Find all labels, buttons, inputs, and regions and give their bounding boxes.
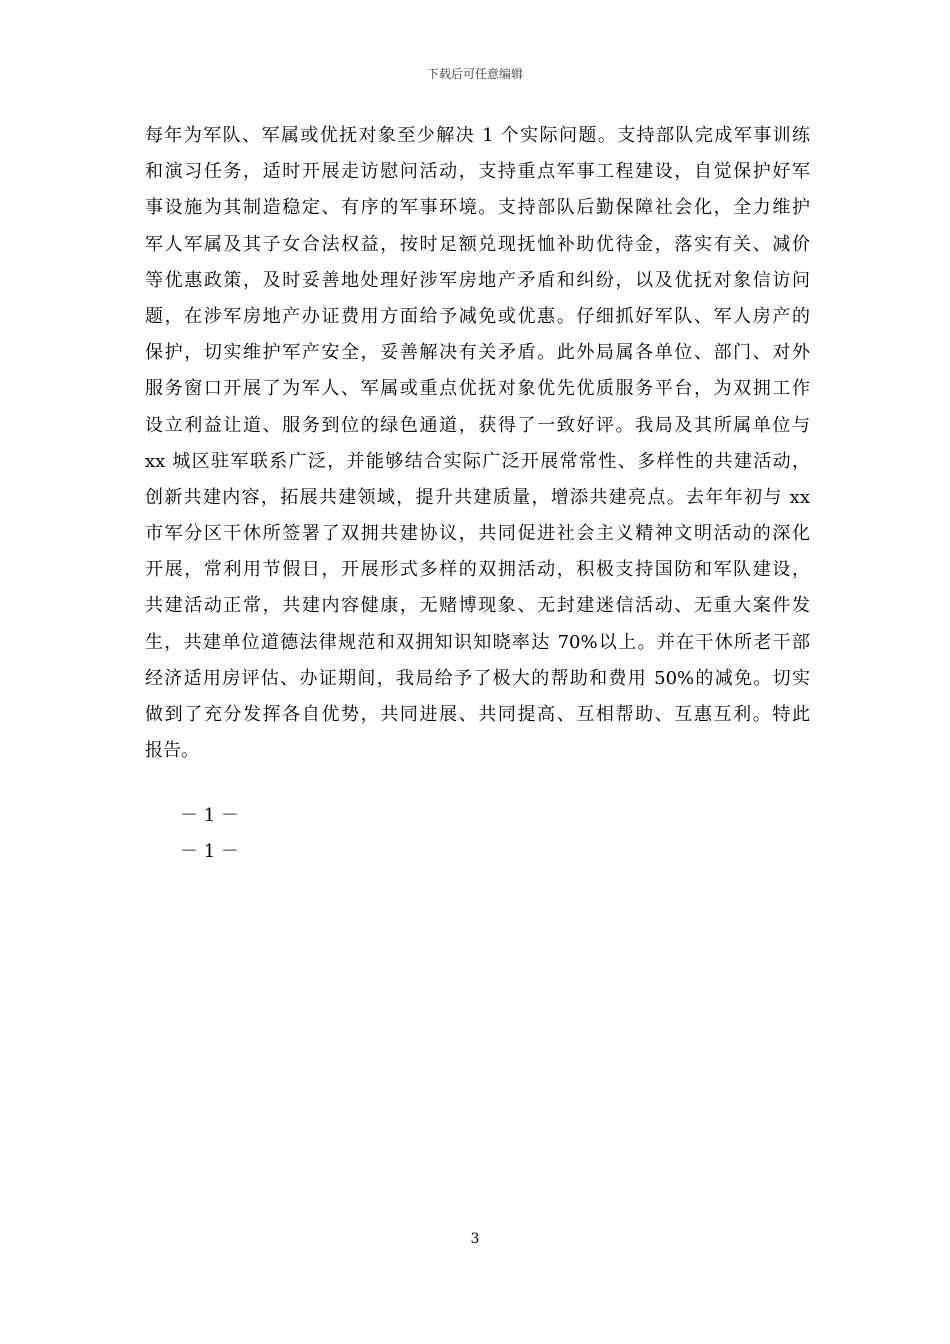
body-line: 军人军属及其子女合法权益，按时足额兑现抚恤补助优待金，落实有关、减价 xyxy=(145,233,810,255)
body-text xyxy=(145,118,810,769)
body-line: 经济适用房评估、办证期间，我局给予了极大的帮助和费用 50%的减免。切实 xyxy=(145,667,810,689)
body-line: 做到了充分发挥各自优势，共同进展、共同提高、互相帮助、互惠互利。特此 xyxy=(145,704,810,725)
page-header: 下载后可任意编辑 xyxy=(426,67,523,81)
body-line: 创新共建内容，拓展共建领域，提升共建质量，增添共建亮点。去年年初与 xx xyxy=(145,486,810,508)
body-line: 题，在涉军房地产办证费用方面给予减免或优惠。仔细抓好军队、军人房产的 xyxy=(145,305,810,327)
body-line: 生，共建单位道德法律规范和双拥知识知晓率达 70%以上。并在干休所老干部 xyxy=(145,631,810,653)
body-line: 服务窗口开展了为军人、军属或重点优抚对象优先优质服务平台，为双拥工作 xyxy=(145,378,810,400)
page-mark: － 1 － xyxy=(180,841,239,862)
body-line: 事设施为其制造稳定、有序的军事环境。支持部队后勤保障社会化，全力维护 xyxy=(145,197,810,219)
body-line: 共建活动正常，共建内容健康，无赌博现象、无封建迷信活动、无重大案件发 xyxy=(145,595,810,617)
body-line: 保护，切实维护军产安全，妥善解决有关矛盾。此外局属各单位、部门、对外 xyxy=(145,342,810,364)
page-mark: － 1 － xyxy=(180,805,239,826)
page-number: 3 xyxy=(470,1231,480,1247)
body-line: 开展，常利用节假日，开展形式多样的双拥活动，积极支持国防和军队建设， xyxy=(145,559,810,581)
body-line: xx 城区驻军联系广泛，并能够结合实际广泛开展常常性、多样性的共建活动， xyxy=(145,450,810,472)
body-line: 报告。 xyxy=(145,740,199,762)
body-line: 每年为军队、军属或优抚对象至少解决 1 个实际问题。支持部队完成军事训练 xyxy=(145,125,810,146)
body-line: 和演习任务，适时开展走访慰问活动，支持重点军事工程建设，自觉保护好军 xyxy=(145,161,810,183)
body-line: 市军分区干休所签署了双拥共建协议，共同促进社会主义精神文明活动的深化 xyxy=(145,523,810,545)
body-line: 设立利益让道、服务到位的绿色通道，获得了一致好评。我局及其所属单位与 xyxy=(145,414,810,436)
page-marks xyxy=(180,798,239,870)
body-line: 等优惠政策，及时妥善地处理好涉军房地产矛盾和纠纷，以及优抚对象信访问 xyxy=(145,269,810,291)
